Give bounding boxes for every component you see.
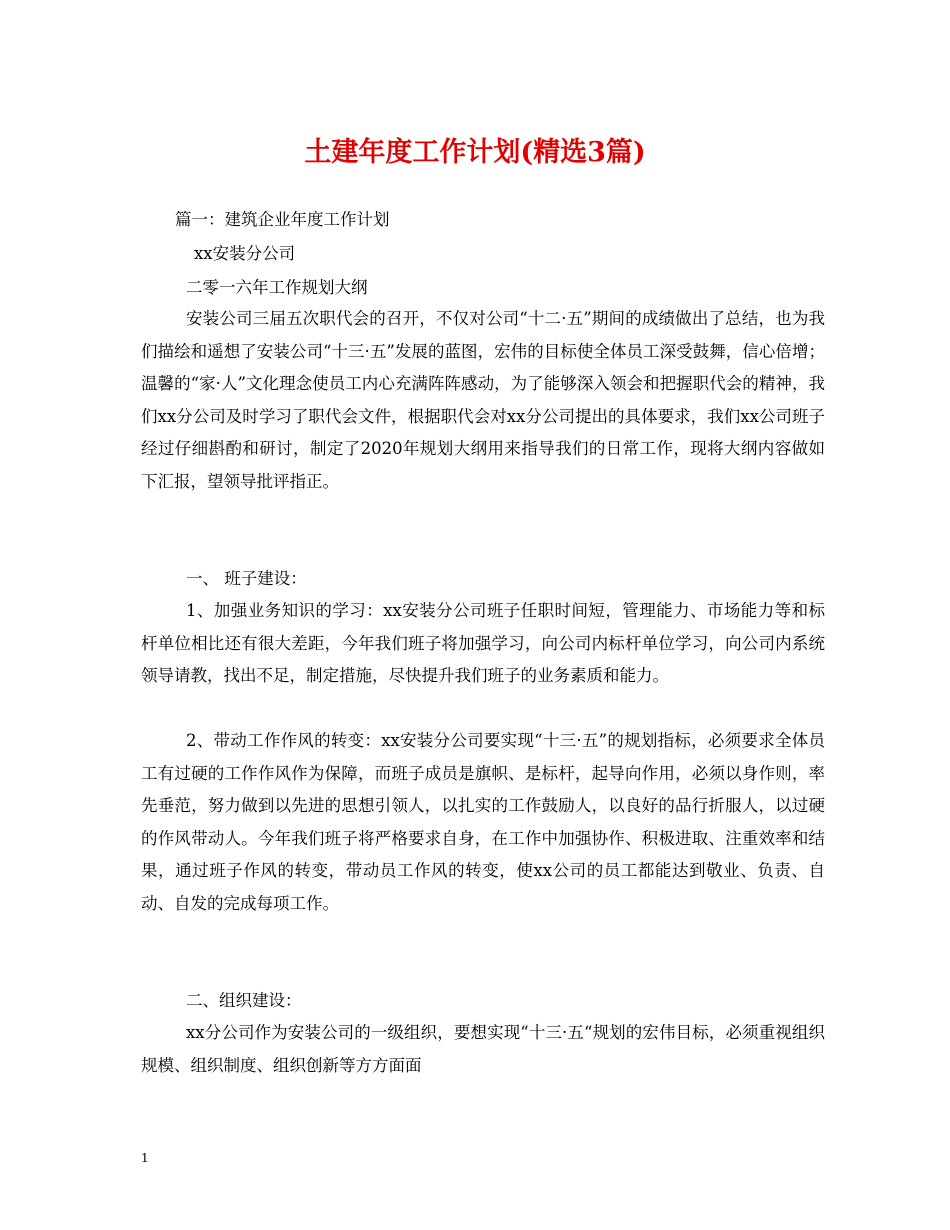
company-name: xx安装分公司 bbox=[194, 244, 296, 263]
document-title: 土建年度工作计划(精选3篇) bbox=[304, 137, 646, 168]
page-number: 1 bbox=[141, 1151, 149, 1165]
item-work-style: 2、带动工作作风的转变：xx安装分公司要实现“十三·五”的规划指标，必须要求全体员工有过硬的工作作风作为保障，而班子成员是旗帜、是标杆，起导向作用，必须以身作则，率先垂范，努力做到以先进的思想引领人，以扎实的工作鼓励人，以良好的品行折服人，以过硬的作风带动人。今年我们班子将严格要求自身，在工作中加强协作、积极进取、注重效率和结果，通过班子作风的转变，带动员工作风的转变，使xx公司的员工都能达到敬业、负责、自动、自发的完成每项工作。 bbox=[141, 731, 825, 913]
outline-title: 二零一六年工作规划大纲 bbox=[186, 278, 368, 297]
item-business-learning: 1、加强业务知识的学习：xx安装分公司班子任职时间短，管理能力、市场能力等和标杆单位相比还有很大差距，今年我们班子将加强学习，向公司内标杆单位学习，向公司内系统领导请教，找出不足，制定措施，尽快提升我们班子的业务素质和能力。 bbox=[141, 601, 825, 685]
intro-paragraph: 安装公司三届五次职代会的召开，不仅对公司“十二·五”期间的成绩做出了总结，也为我们描绘和遥想了安装公司“十三·五”发展的蓝图，宏伟的目标使全体员工深受鼓舞，信心倍增；温馨的“家·人”文化理念使员工内心充满阵阵感动，为了能够深入领会和把握职代会的精神，我们xx分公司及时学习了职代会文件，根据职代会对xx分公司提出的具体要求，我们xx公司班子经过仔细斟酌和研讨，制定了2020年规划大纲用来指导我们的日常工作，现将大纲内容做如下汇报，望领导批评指正。 bbox=[141, 309, 825, 491]
section-heading: 篇一：建筑企业年度工作计划 bbox=[175, 210, 390, 229]
heading-team-building: 一、 班子建设： bbox=[186, 569, 307, 588]
heading-organization: 二、组织建设： bbox=[186, 991, 302, 1010]
organization-paragraph: xx分公司作为安装公司的一级组织，要想实现“十三·五“规划的宏伟目标，必须重视组织规模、组织制度、组织创新等方方面面 bbox=[141, 1023, 825, 1075]
